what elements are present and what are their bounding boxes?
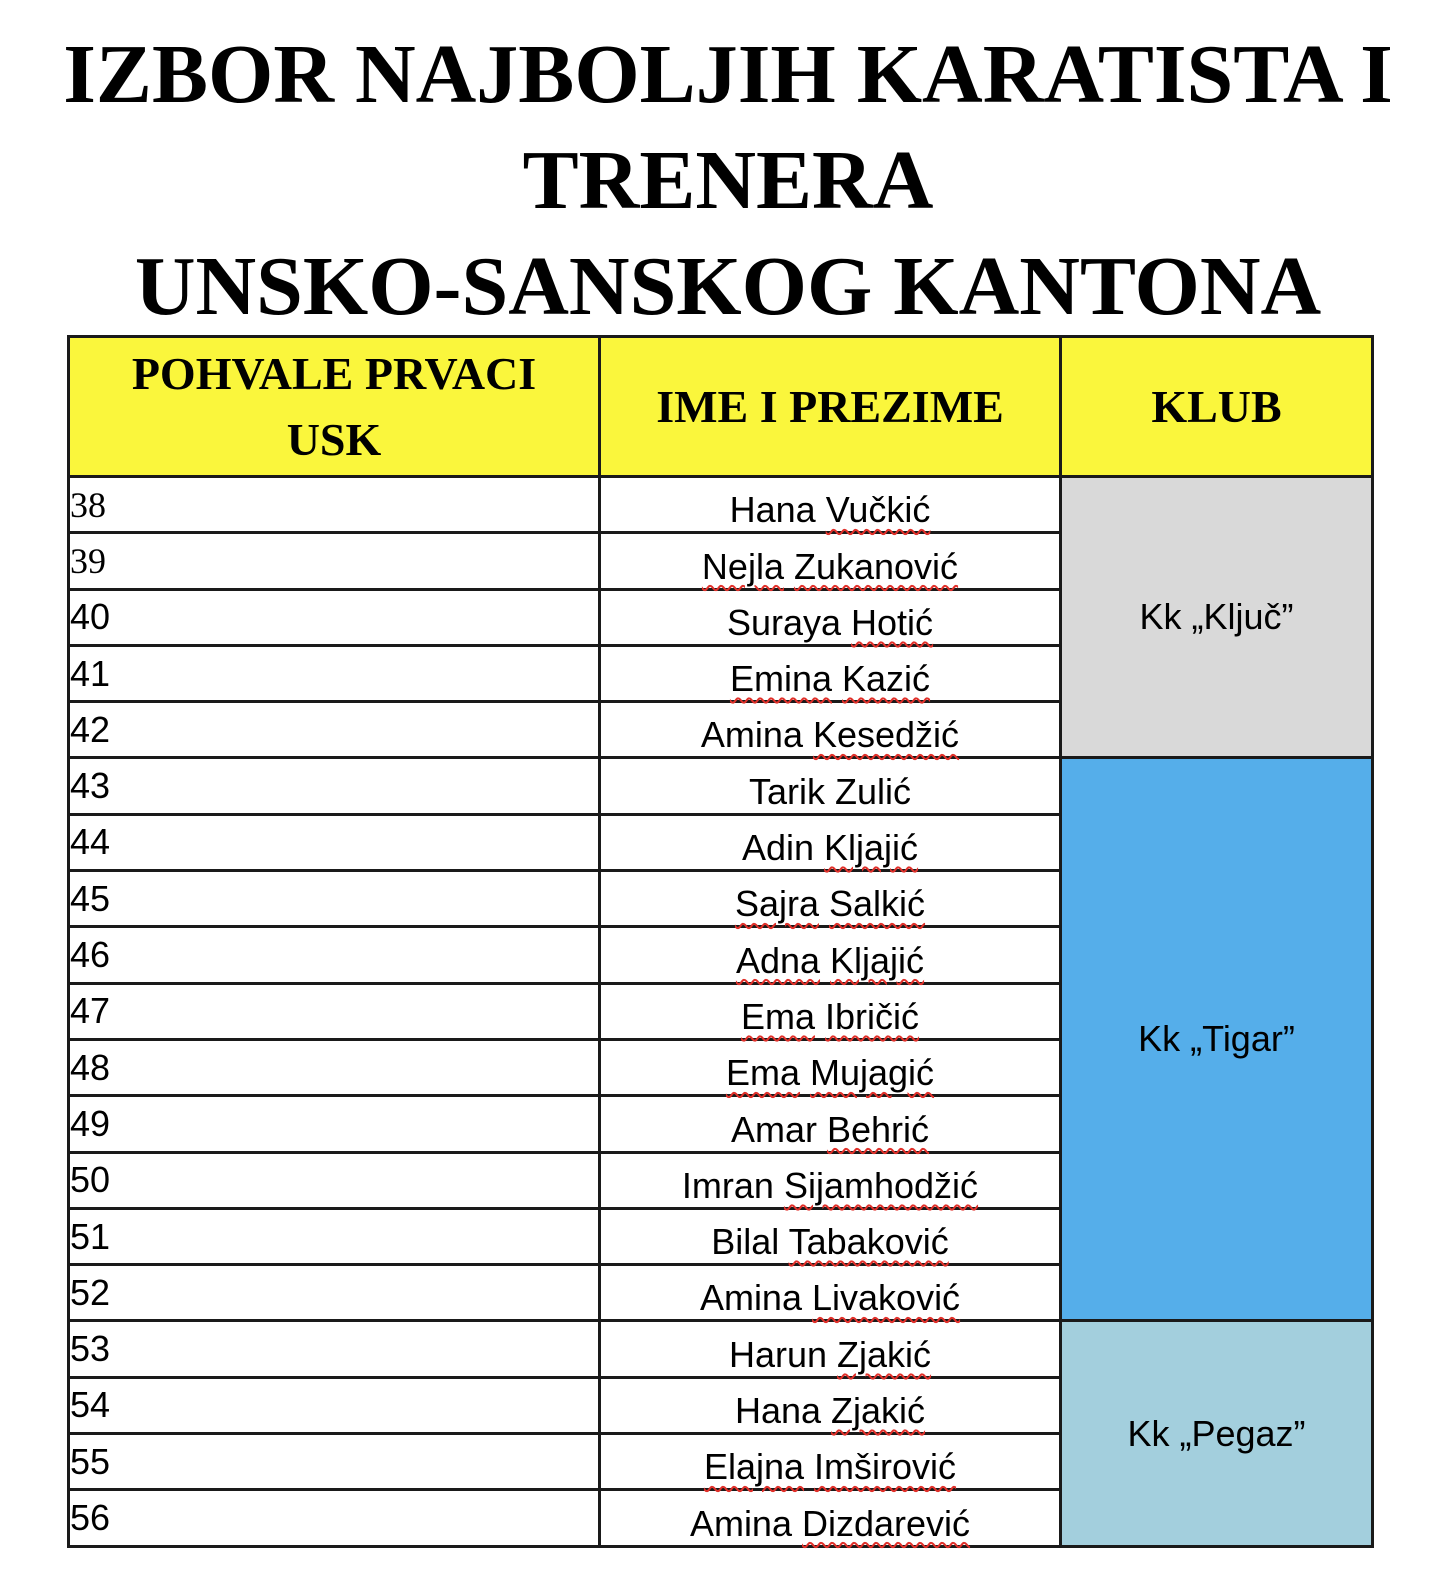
row-number: 48: [69, 1039, 600, 1095]
table-row: [69, 1321, 1373, 1377]
athlete-name: Nejla Zukanović: [600, 533, 1061, 589]
athlete-name: Ema Mujagić: [600, 1039, 1061, 1095]
athlete-name: Hana Zjakić: [600, 1377, 1061, 1433]
row-number: 52: [69, 1265, 600, 1321]
row-number: 49: [69, 1096, 600, 1152]
athlete-name: Sajra Salkić: [600, 871, 1061, 927]
document-title: [0, 22, 1456, 340]
athlete-name: Tarik Zulić: [600, 758, 1061, 814]
table-row: [69, 758, 1373, 814]
athlete-name: Harun Zjakić: [600, 1321, 1061, 1377]
athlete-name: Amar Behrić: [600, 1096, 1061, 1152]
athlete-name: Emina Kazić: [600, 645, 1061, 701]
row-number: 42: [69, 702, 600, 758]
row-number: 51: [69, 1208, 600, 1264]
row-number: 50: [69, 1152, 600, 1208]
athlete-name: Amina Dizdarević: [600, 1490, 1061, 1546]
row-number: 55: [69, 1434, 600, 1490]
row-number: 40: [69, 589, 600, 645]
row-number: 38: [69, 477, 600, 533]
title-line-2: TRENERA: [522, 134, 934, 227]
row-number: 47: [69, 983, 600, 1039]
club-cell-tigar: Kk „Tigar”: [1061, 758, 1373, 1321]
row-number: 46: [69, 927, 600, 983]
table-header-row: [69, 337, 1373, 477]
row-number: 45: [69, 871, 600, 927]
awards-table: [67, 335, 1374, 1548]
club-cell-pegaz: Kk „Pegaz”: [1061, 1321, 1373, 1546]
table-row: [69, 477, 1373, 533]
row-number: 53: [69, 1321, 600, 1377]
header-col1-line1: POHVALE PRVACI: [131, 347, 537, 399]
athlete-name: Ema Ibričić: [600, 983, 1061, 1039]
athlete-name: Imran Sijamhodžić: [600, 1152, 1061, 1208]
row-number: 43: [69, 758, 600, 814]
row-number: 54: [69, 1377, 600, 1433]
header-pohvale-prvaci-usk: [69, 337, 600, 477]
athlete-name: Suraya Hotić: [600, 589, 1061, 645]
row-number: 39: [69, 533, 600, 589]
athlete-name: Elajna Imširović: [600, 1434, 1061, 1490]
athlete-name: Bilal Tabaković: [600, 1208, 1061, 1264]
header-col1-line2: USK: [286, 413, 382, 465]
athlete-name: Hana Vučkić: [600, 477, 1061, 533]
athlete-name: Adna Kljajić: [600, 927, 1061, 983]
athlete-name: Adin Kljajić: [600, 814, 1061, 870]
row-number: 41: [69, 645, 600, 701]
row-number: 56: [69, 1490, 600, 1546]
athlete-name: Amina Kesedžić: [600, 702, 1061, 758]
header-klub: KLUB: [1061, 337, 1373, 477]
athlete-name: Amina Livaković: [600, 1265, 1061, 1321]
club-cell-kljuc: Kk „Ključ”: [1061, 477, 1373, 758]
title-line-3: UNSKO-SANSKOG KANTONA: [134, 240, 1322, 333]
header-ime-i-prezime: IME I PREZIME: [600, 337, 1061, 477]
row-number: 44: [69, 814, 600, 870]
title-line-1: IZBOR NAJBOLJIH KARATISTA I: [63, 28, 1393, 121]
